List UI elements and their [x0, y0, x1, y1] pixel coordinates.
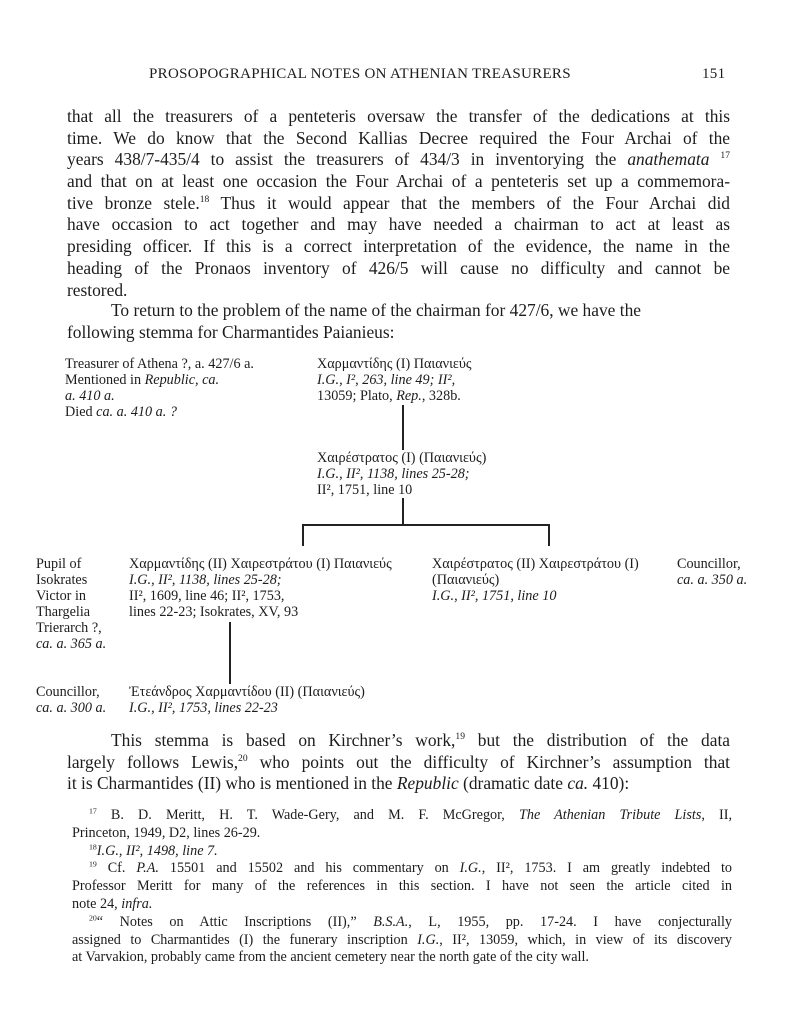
greek-name: Ἐτεάνδρος Χαρμαντίδου (ΙΙ) (Παιανιεύς) — [129, 684, 365, 700]
footnote-ref: 17 — [720, 150, 730, 162]
greek-name: Χαιρέστρατος (ΙΙ) Χαιρεστράτου (Ι) — [432, 556, 639, 572]
footnote-ref: 19 — [455, 731, 465, 743]
stemma-connector — [302, 524, 550, 526]
footnote-20: $^{20}$“ Notes on Attic Inscriptions (II),” B.S.A., L, 1955, pp. 17-24. I have conjecturally — [89, 913, 732, 930]
text-line: heading of the Pronaos inventory of 426/5 will cause no difficulty and cannot be — [67, 257, 730, 278]
stemma-chairestratos-1: Χαιρέστρατος (Ι) (Παιανιεύς) I.G., II², 1138, lines 25-28; II², 1751, line 10 — [317, 450, 487, 498]
stemma-connector — [402, 498, 404, 524]
paragraph-2 — [67, 300, 730, 343]
greek-name: Χαρμαντίδης (Ι) Παιανιεύς — [317, 356, 472, 372]
text-line: it is Charmantides (II) who is mentioned in the Republic (dramatic date ca. 410): — [67, 773, 630, 794]
stemma-gen1-notes: Treasurer of Athena ?, a. 427/6 a. Mentioned in Republic, ca. a. 410 a. Died ca. a. 410 a. ? — [65, 356, 254, 420]
stemma-gen3b-notes: Councillor, ca. a. 350 a. — [677, 556, 748, 588]
italic-term: anathemata — [627, 149, 710, 170]
text-line: tive bronze stele.$^{18}$ Thus it would appear that the members of the Four Archai did — [67, 192, 730, 213]
text-line: restored. — [67, 279, 128, 300]
stemma-gen4-notes: Councillor, ca. a. 300 a. — [36, 684, 107, 716]
paragraph-3 — [67, 730, 730, 795]
stemma-connector — [548, 524, 550, 546]
text-line: and that on at least one occasion the Four Archai of a penteteris set up a commemora- — [67, 171, 730, 192]
text-line: This stemma is based on Kirchner’s work,$^{19}$ but the distribution of the data — [111, 730, 730, 750]
text-line: time. We do know that the Second Kallias Decree required the Four Archai of the — [67, 127, 730, 148]
stemma-eteandros: Ἐτεάνδρος Χαρμαντίδου (ΙΙ) (Παιανιεύς) I.G., II², 1753, lines 22-23 — [129, 684, 365, 716]
text-line: following stemma for Charmantides Paianieus: — [67, 321, 395, 342]
stemma-chairestratos-2: Χαιρέστρατος (ΙΙ) Χαιρεστράτου (Ι) (Παιανιεύς) I.G., II², 1751, line 10 — [432, 556, 639, 604]
text-line: have occasion to act together and may have needed a chairman to act at least as — [67, 214, 730, 235]
footnote-ref: 18 — [199, 193, 210, 205]
stemma-connector — [402, 405, 404, 450]
text-line: that all the treasurers of a penteteris oversaw the transfer of the dedications at this — [67, 106, 730, 126]
footnote-ref: 20 — [238, 752, 248, 764]
text-line: presiding officer. If this is a correct interpretation of the evidence, the name in the — [67, 236, 730, 257]
stemma-connector — [302, 524, 304, 546]
footnotes: $^{17}$ B. D. Meritt, H. T. Wade-Gery, and M. F. McGregor, The Athenian Tribute Lists, II, Princeton, 1949, D2, lines 26-29. $^{18}$I.G., II², 1498, line 7. $^{19}$ Cf. P.A. 15501 and 15502 and his commentary on I.G., II², 1753. I am greatly indebted to Professor Meritt for many of the references in this section. I have not seen the article cited in note 24, infra. $^{20}$“ Notes on Attic Inscriptions (II),” B.S.A., L, 1955, pp. 17-24. I have conjecturally assigned to Charmantides (I) the funerary inscription I.G., II², 13059, which, in view of its discovery at Varvakion, probably came from the ancient cemetery near the north gate of the city wall. — [72, 806, 733, 966]
stemma-charmantides-2: Χαρμαντίδης (ΙΙ) Χαιρεστράτου (Ι) Παιανιεύς I.G., II², 1138, lines 25-28; II², 1609, line 46; II², 1753, lines 22-23; Isokrates, XV, 93 — [129, 556, 392, 620]
text-line: years 438/7-435/4 to assist the treasurers of 434/3 in inventorying the anathemata $^{17}$ — [67, 149, 730, 170]
stemma-connector — [229, 622, 231, 684]
text-line: To return to the problem of the name of the chairman for 427/6, we have the — [111, 300, 641, 320]
page-number: 151 — [702, 66, 726, 82]
greek-name: Χαιρέστρατος (Ι) (Παιανιεύς) — [317, 450, 487, 466]
stemma-charmantides-1: Χαρμαντίδης (Ι) Παιανιεύς I.G., I², 263, line 49; II², 13059; Plato, Rep., 328b. — [317, 356, 472, 404]
footnote-17: $^{17}$ B. D. Meritt, H. T. Wade-Gery, and M. F. McGregor, The Athenian Tribute Lists, II, — [89, 806, 733, 823]
stemma-gen3a-notes: Pupil of Isokrates Victor in Thargelia Trierarch ?, ca. a. 365 a. — [36, 556, 107, 652]
running-title: PROSOPOGRAPHICAL NOTES ON ATHENIAN TREASURERS — [149, 66, 571, 82]
paragraph-1 — [67, 106, 730, 301]
footnote-19: $^{19}$ Cf. P.A. 15501 and 15502 and his commentary on I.G., II², 1753. I am greatly indebted to — [89, 859, 733, 877]
greek-name: Χαρμαντίδης (ΙΙ) Χαιρεστράτου (Ι) Παιανιεύς — [129, 556, 392, 572]
text-line: largely follows Lewis,$^{20}$ who points out the difficulty of Kirchner’s assumption that — [67, 751, 730, 772]
footnote-18: $^{18}$I.G., II², 1498, line 7. — [89, 841, 218, 859]
